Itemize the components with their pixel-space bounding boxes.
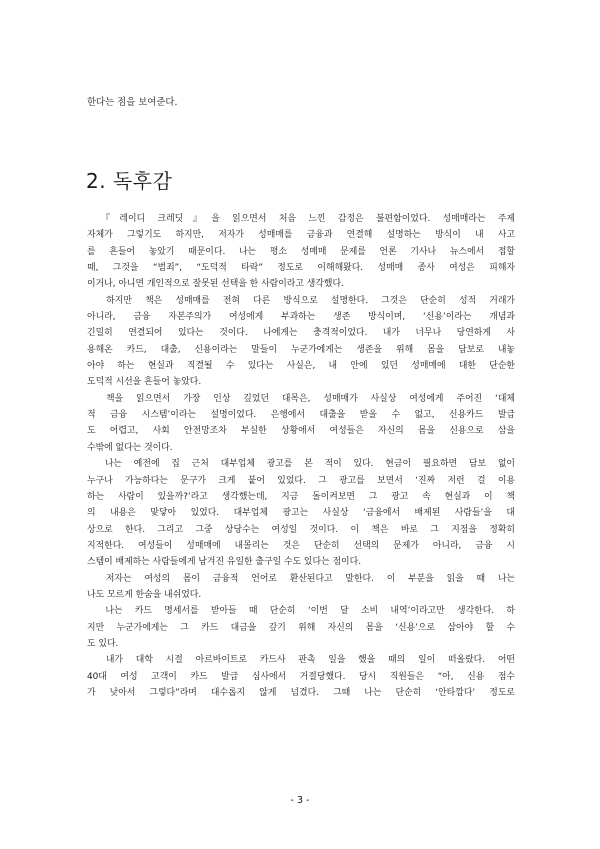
body-text-line: 의 내용은 맞닿아 있었다. 대부업체 광고는 사실상 ‘금융에서 배제된 사람들’을 대 (87, 508, 515, 519)
body-text-line: 누구나 가능하다는 문구가 크게 붙어 있었다. 그 광고를 보면서 ‘진짜 저런 걸 이용 (87, 475, 515, 486)
body-text-line: 가 낮아서 그렇다”라며 대수롭지 않게 넘겼다. 그때 나는 단순히 ‘안타깝다’ 정도로 (87, 687, 515, 698)
body-text-line: 적 금융 시스템’이라는 설명이었다. 은행에서 대출을 받을 수 없고, 신용카드 발급 (87, 410, 515, 421)
body-text-line: 하는 사람이 있을까?’라고 생각했는데, 지금 돌이켜보면 그 광고 속 현실과 이 책 (87, 491, 515, 502)
body-text-line: 도 있다. (87, 638, 119, 649)
body-text-line: 아야 하는 현실과 직결될 수 있다는 사실은, 내 안에 있던 성매매에 대한 단순한 (87, 361, 515, 372)
body-text-line: 용해온 카드, 대출, 신용이라는 말들이 누군가에게는 생존을 위해 몸을 담보로 내놓 (87, 344, 515, 355)
body-text-line: 를 흔들어 놓았기 때문이다. 나는 평소 성매매 문제를 언론 기사나 뉴스에서 접할 (87, 246, 515, 257)
body-text-line: 나는 카드 명세서를 받아들 때 단순히 ‘이번 달 소비 내역’이라고만 생각한다. 하 (87, 606, 515, 617)
body-text-line: 상으로 한다. 그리고 그중 상당수는 여성일 것이다. 이 책은 바로 그 지점을 정확히 (87, 524, 515, 535)
body-text-line: 책을 읽으면서 가장 인상 깊었던 대목은, 성매매가 사실상 여성에게 주어진 ‘대체 (87, 393, 515, 404)
body-text-line: 나는 예전에 집 근처 대부업체 광고를 본 적이 있다. 현금이 필요하면 담보 없이 (87, 459, 515, 470)
page-number: - 3 - (290, 795, 310, 806)
body-text-line: 지만 누군가에게는 그 카드 대금을 갚기 위해 자신의 몸을 ‘신용’으로 삼아야 할 수 (87, 622, 515, 633)
body-text-line: 하지만 책은 성매매를 전혀 다른 방식으로 설명한다. 그것은 단순히 성적 거래가 (87, 295, 515, 306)
body-text-line: 스템이 배제하는 사람들에게 남겨진 유일한 출구일 수도 있다는 점이다. (87, 557, 362, 568)
body-text-line: 이거나, 아니면 개인적으로 잘못된 선택을 한 사람이라고 생각했다. (87, 279, 344, 290)
body-text-line: 아니라, 금융 자본주의가 여성에게 부과하는 생존 방식이며, ‘신용’이라는 개념과 (87, 312, 515, 323)
body-text-line: 내가 대학 시절 아르바이트로 카드사 판촉 일을 했을 때의 일이 떠올랐다. 어떤 (87, 655, 515, 666)
previous-section-last-line: 한다는 점을 보여준다. (87, 97, 178, 108)
body-text-line: 도 어렵고, 사회 안전망조차 부실한 상황에서 여성들은 자신의 몸을 신용으로 삼을 (87, 426, 515, 437)
body-text-line: 저자는 여성의 몸이 금융적 언어로 환산된다고 말한다. 이 부분을 읽을 때 나는 (87, 573, 515, 584)
body-text-line: 40대 여성 고객이 카드 발급 심사에서 거절당했다. 당시 직원들은 “아, 신용 점수 (87, 671, 515, 682)
body-text-line: 때, 그것을 “범죄”, “도덕적 타락” 정도로 이해해왔다. 성매매 종사 여성은 피해자 (87, 263, 515, 274)
section-heading: 2. 독후감 (86, 169, 173, 193)
body-text-line: 도덕적 시선을 흔들어 놓았다. (87, 377, 202, 388)
section-body (87, 211, 515, 701)
body-text-line: 긴밀히 연결되어 있다는 것이다. 나에게는 충격적이었다. 내가 너무나 당연하게 사 (87, 328, 515, 339)
body-text-line: 『레이디 크레딧』을 읽으면서 처음 느낀 감정은 불편함이었다. 성매매라는 주제 (87, 214, 515, 224)
body-text-line: 수밖에 없다는 것이다. (87, 442, 173, 453)
body-text-line: 지적한다. 여성들이 성매매에 내몰리는 것은 단순히 선택의 문제가 아니라, 금융 시 (87, 540, 515, 551)
body-text-line: 자체가 그렇기도 하지만, 저자가 성매매를 금융과 연결해 설명하는 방식이 내 사고 (87, 230, 515, 241)
body-text-line: 나도 모르게 한숨을 내쉬었다. (87, 589, 202, 600)
